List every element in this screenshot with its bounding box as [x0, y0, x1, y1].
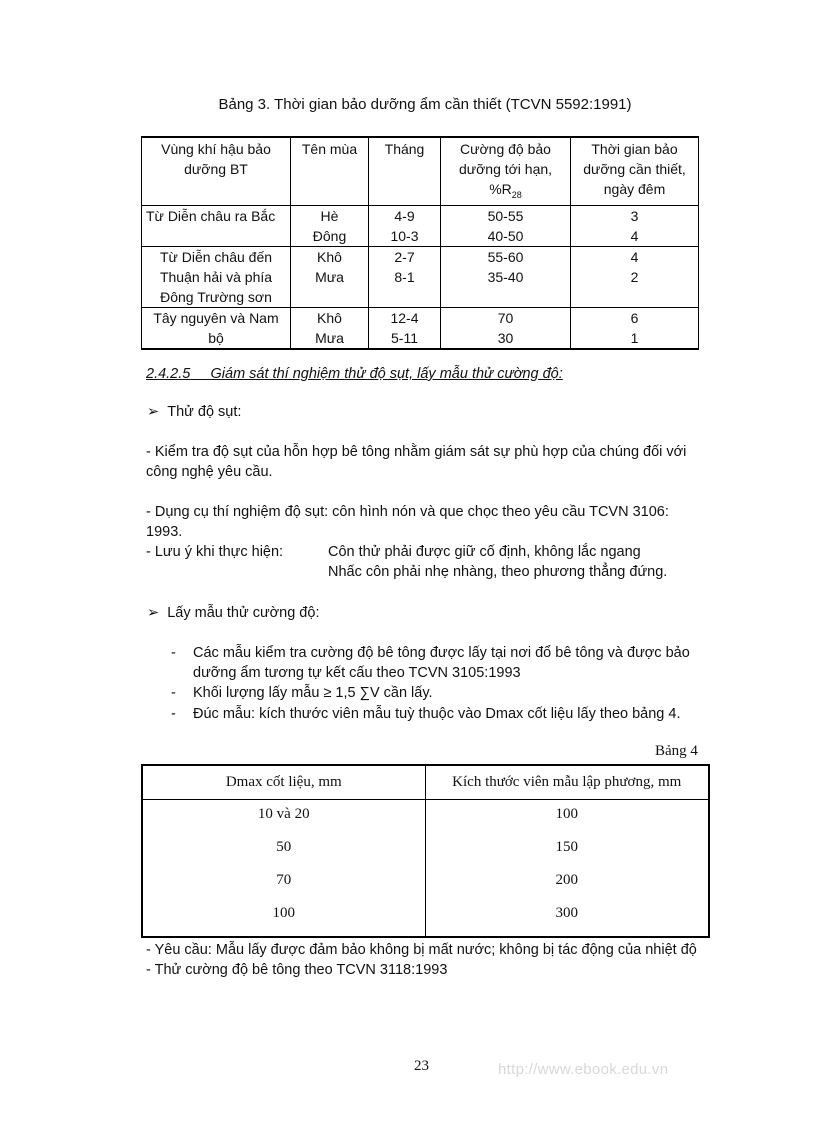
header-dmax: Dmax cốt liệu, mm	[142, 765, 425, 800]
table-row: Tây nguyên và Nam bộ Khô Mưa 12-4 5-11 70 30 6 1	[142, 307, 699, 349]
list-dash: -	[171, 645, 176, 661]
list-item: Các mẫu kiểm tra cường độ bê tông được lấy tại nơi đổ bê tông và được bảo dưỡng ẩm tương tự kết cấu theo TCVN 3105:1993	[193, 645, 690, 681]
watermark: http://www.ebook.edu.vn	[498, 1061, 669, 1078]
header-season: Tên mùa	[291, 137, 369, 205]
slump-note-label: - Lưu ý khi thực hiện:	[146, 544, 284, 560]
header-month: Tháng	[369, 137, 441, 205]
header-zone: Vùng khí hậu bảo dưỡng BT	[142, 137, 291, 205]
table-header-row	[142, 765, 709, 800]
header-duration: Thời gian bảo dưỡng cần thiết, ngày đêm	[571, 137, 699, 205]
table-header-row	[142, 137, 699, 205]
arrow-bullet-icon: ➢	[147, 404, 160, 420]
section-title: Giám sát thí nghiệm thử độ sụt, lấy mẫu thử cường độ:	[210, 366, 563, 382]
table4-caption: Bảng 4	[655, 743, 698, 759]
table3-caption: Bảng 3. Thời gian bảo dưỡng ẩm cần thiết (TCVN 5592:1991)	[218, 96, 632, 113]
slump-note-lines: Côn thử phải được giữ cố định, không lắc ngang Nhấc côn phải nhẹ nhàng, theo phương thẳng đứng.	[328, 544, 668, 580]
curing-time-table	[141, 136, 699, 350]
specimen-size-table	[141, 764, 710, 938]
section-heading	[146, 364, 563, 384]
list-item: Đúc mẫu: kích thước viên mẫu tuỳ thuộc vào Dmax cốt liệu lấy theo bảng 4.	[193, 706, 681, 722]
page-number: 23	[414, 1058, 429, 1074]
slump-heading: ➢ Thử độ sụt:	[147, 404, 242, 420]
list-item: Khối lượng lấy mẫu ≥ 1,5 ∑V cần lấy.	[193, 685, 433, 701]
section-number: 2.4.2.5	[146, 366, 191, 382]
list-dash: -	[171, 685, 176, 701]
requirements: - Yêu cầu: Mẫu lấy được đảm bảo không bị mất nước; không bị tác động của nhiệt độ - Thử cường độ bê tông theo TCVN 3118:1993	[146, 942, 697, 978]
table-row: Từ Diễn châu ra Bắc Hè Đông 4-9 10-3 50-55 40-50 3 4	[142, 205, 699, 246]
header-size: Kích thước viên mẫu lập phương, mm	[425, 765, 709, 800]
arrow-bullet-icon: ➢	[147, 605, 160, 621]
slump-para-1: - Kiểm tra độ sụt của hỗn hợp bê tông nhằm giám sát sự phù hợp của chúng đối với công nghệ yêu cầu.	[146, 444, 687, 480]
slump-para-2: - Dụng cụ thí nghiệm độ sụt: côn hình nón và que chọc theo yêu cầu TCVN 3106: 1993.	[146, 504, 669, 540]
sampling-heading: ➢ Lấy mẫu thử cường độ:	[147, 605, 320, 621]
table-row: 100 300	[142, 903, 709, 937]
table-row: 70 200	[142, 870, 709, 903]
table-row: Từ Diễn châu đến Thuận hải và phía Đông Trường sơn Khô Mưa 2-7 8-1 55-60 35-40 4 2	[142, 246, 699, 307]
list-dash: -	[171, 706, 176, 722]
table-row: 10 và 20 100	[142, 800, 709, 838]
table-row: 50 150	[142, 837, 709, 870]
header-strength: Cường độ bảo dưỡng tới hạn, $\%R_{28}$	[441, 137, 571, 205]
